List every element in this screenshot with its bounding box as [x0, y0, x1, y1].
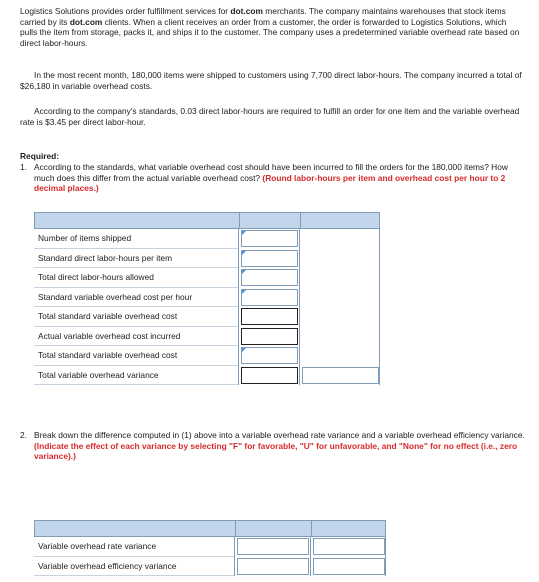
effect-select[interactable] — [302, 367, 379, 384]
required-heading: Required: — [20, 151, 60, 161]
intro-paragraph-2: In the most recent month, 180,000 items were shipped to customers using 7,700 direct labor-hours. The company incurred a total of $26,180 in variable overhead costs. — [20, 70, 522, 91]
requirement-body — [34, 430, 525, 462]
input-marker-icon — [242, 251, 246, 255]
value-cell — [238, 327, 299, 347]
effect-select[interactable] — [313, 538, 385, 555]
requirement-1 — [20, 162, 525, 196]
effect-cell — [299, 366, 380, 386]
requirement-body — [34, 162, 525, 194]
row-label: Standard direct labor-hours per item — [34, 249, 238, 269]
effect-cell — [299, 288, 380, 308]
amount-input[interactable] — [241, 328, 298, 345]
intro-bold-dotcom: dot.com — [69, 16, 103, 27]
amount-input[interactable] — [241, 347, 298, 364]
intro-paragraph-1 — [20, 6, 525, 48]
input-marker-icon — [242, 290, 246, 294]
amount-input[interactable] — [241, 289, 298, 306]
intro-text: clients. When a client receives an order from a customer, the order is forwarded to Logistics Solutions, which pulls the item from storage, packs it, and ships it to the customer. The company uses a predetermined variable overhead rate based on direct labor-hours. — [20, 16, 520, 48]
table-row — [34, 366, 380, 386]
amount-input[interactable] — [237, 538, 309, 555]
amount-input[interactable] — [241, 230, 298, 247]
rounding-note: (Round labor-hours per item and overhead cost per hour to 2 decimal places.) — [34, 172, 506, 194]
row-label: Variable overhead efficiency variance — [34, 557, 234, 577]
value-cell — [238, 346, 299, 366]
effect-cell — [299, 268, 380, 288]
table-row — [34, 307, 380, 327]
effect-cell — [310, 537, 386, 557]
intro-text: merchants. The company maintains warehouses that stock items carried by its — [20, 6, 506, 27]
row-label: Total standard variable overhead cost — [34, 346, 238, 366]
requirement-text: According to the standards, what variable overhead cost should have been incurred to fill the orders for the 180,000 items? How much does this differ from the actual variable overhead cost? — [34, 162, 508, 183]
table-row — [34, 346, 380, 366]
requirement-text: Break down the difference computed in (1) above into a variable overhead rate variance and a variable overhead efficiency variance. — [34, 430, 525, 440]
amount-input[interactable] — [241, 367, 298, 384]
table-right-border — [379, 229, 380, 385]
header-divider — [235, 521, 236, 536]
effect-cell — [299, 346, 380, 366]
intro-bold-dotcom: dot.com — [230, 6, 263, 16]
effect-instruction-note: (Indicate the effect of each variance by selecting "F" for favorable, "U" for unfavorable, and "None" for no effect (i.e., zero variance).) — [34, 440, 518, 462]
effect-cell — [299, 327, 380, 347]
amount-input[interactable] — [241, 269, 298, 286]
row-label: Total direct labor-hours allowed — [34, 268, 238, 288]
effect-cell — [299, 307, 380, 327]
value-cell — [238, 288, 299, 308]
row-label: Variable overhead rate variance — [34, 537, 234, 557]
row-label: Actual variable overhead cost incurred — [34, 327, 238, 347]
intro-text: Logistics Solutions provides order fulfillment services for — [20, 6, 231, 16]
table-row — [34, 288, 380, 308]
input-marker-icon — [242, 270, 246, 274]
table-row — [34, 327, 380, 347]
value-cell — [238, 229, 299, 249]
requirement-number: 2. — [20, 430, 27, 440]
value-cell — [234, 537, 310, 557]
amount-input[interactable] — [237, 558, 309, 575]
table-header — [34, 212, 380, 229]
table-row — [34, 249, 380, 269]
table-row — [34, 268, 380, 288]
intro-paragraph-3: According to the company's standards, 0.03 direct labor-hours are required to fulfill an order for one item and the variable overhead rate is $3.45 per direct labor-hour. — [20, 106, 520, 127]
table-row — [34, 229, 380, 249]
variance-table-2 — [34, 520, 386, 571]
value-cell — [234, 557, 310, 577]
variance-table-1 — [34, 212, 380, 387]
header-divider — [239, 213, 240, 228]
amount-input[interactable] — [241, 250, 298, 267]
effect-cell — [299, 229, 380, 249]
requirement-2 — [20, 430, 525, 470]
value-cell — [238, 307, 299, 327]
row-label: Number of items shipped — [34, 229, 238, 249]
effect-cell — [310, 557, 386, 577]
value-cell — [238, 366, 299, 386]
requirement-number: 1. — [20, 162, 27, 172]
amount-input[interactable] — [241, 308, 298, 325]
table-right-border — [385, 537, 386, 576]
header-divider — [311, 521, 312, 536]
value-cell — [238, 249, 299, 269]
row-label: Total standard variable overhead cost — [34, 307, 238, 327]
input-marker-icon — [242, 348, 246, 352]
input-marker-icon — [242, 231, 246, 235]
value-cell — [238, 268, 299, 288]
effect-select[interactable] — [313, 558, 385, 575]
table-row — [34, 537, 386, 557]
row-label: Total variable overhead variance — [34, 366, 238, 386]
table-header — [34, 520, 386, 537]
table-row — [34, 557, 386, 577]
header-divider — [300, 213, 301, 228]
row-label: Standard variable overhead cost per hour — [34, 288, 238, 308]
effect-cell — [299, 249, 380, 269]
